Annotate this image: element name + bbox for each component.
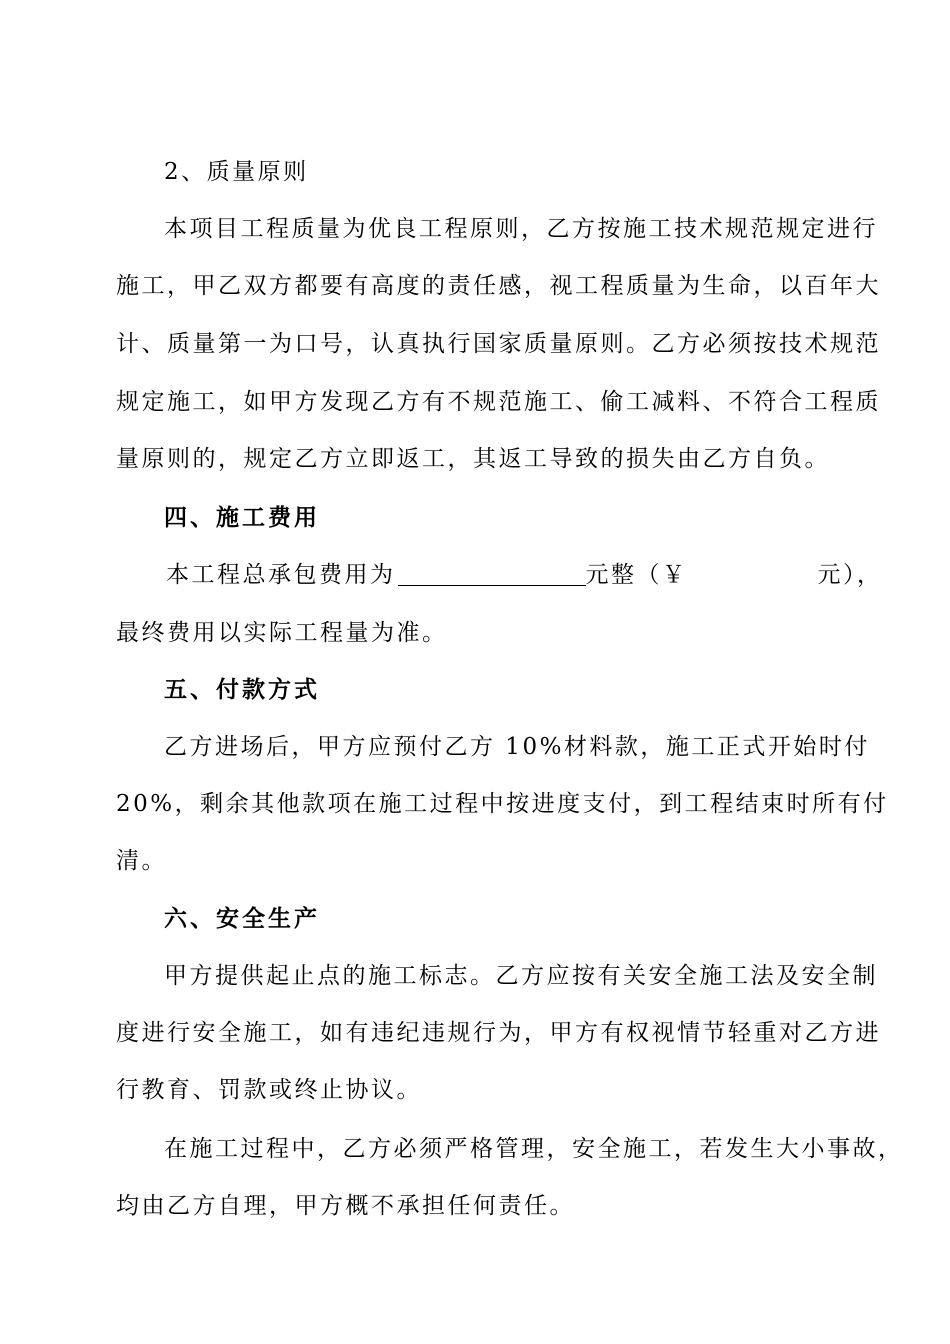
safety-paragraph-line: 甲方提供起止点的施工标志。乙方应按有关安全施工法及安全制	[164, 963, 878, 989]
quality-paragraph-line: 量原则的，规定乙方立即返工，其返工导致的损失由乙方自负。	[116, 446, 830, 472]
payment-paragraph-line: 20%，剩余其他款项在施工过程中按进度支付，到工程结束时所有付	[116, 791, 889, 817]
payment-paragraph-line: 乙方进场后，甲方应预付乙方 10%材料款，施工正式开始时付	[164, 734, 870, 760]
quality-paragraph-line: 施工，甲乙双方都要有高度的责任感，视工程质量为生命，以百年大	[116, 273, 881, 299]
safety-paragraph-line: 度进行安全施工，如有违纪违规行为，甲方有权视情节轻重对乙方进	[116, 1020, 881, 1046]
section-fee-heading: 四、施工费用	[164, 505, 320, 531]
fee-prefix-text: 本工程总承包费用为	[166, 562, 396, 588]
quality-paragraph-line: 计、质量第一为口号，认真执行国家质量原则。乙方必须按技术规范	[116, 331, 881, 357]
safety-paragraph-line: 在施工过程中，乙方必须严格管理，安全施工，若发生大小事故，	[164, 1136, 904, 1162]
quality-paragraph-line: 规定施工，如甲方发现乙方有不规范施工、偷工减料、不符合工程质	[116, 389, 881, 415]
section-quality-title: 2、质量原则	[164, 159, 309, 185]
payment-paragraph-line: 清。	[116, 848, 167, 874]
fee-line	[166, 560, 906, 590]
safety-paragraph-line: 行教育、罚款或终止协议。	[116, 1077, 422, 1103]
fee-line-2: 最终费用以实际工程量为准。	[116, 620, 448, 646]
section-payment-heading: 五、付款方式	[164, 677, 320, 703]
fee-amount-blank	[398, 561, 586, 586]
safety-paragraph-line: 均由乙方自理，甲方概不承担任何责任。	[116, 1193, 575, 1219]
section-safety-heading: 六、安全生产	[164, 906, 320, 932]
fee-suffix-text: 元），	[817, 562, 883, 588]
quality-paragraph-line: 本项目工程质量为优良工程原则，乙方按施工技术规范规定进行	[164, 216, 878, 242]
fee-middle-text: 元整（￥	[585, 562, 688, 588]
